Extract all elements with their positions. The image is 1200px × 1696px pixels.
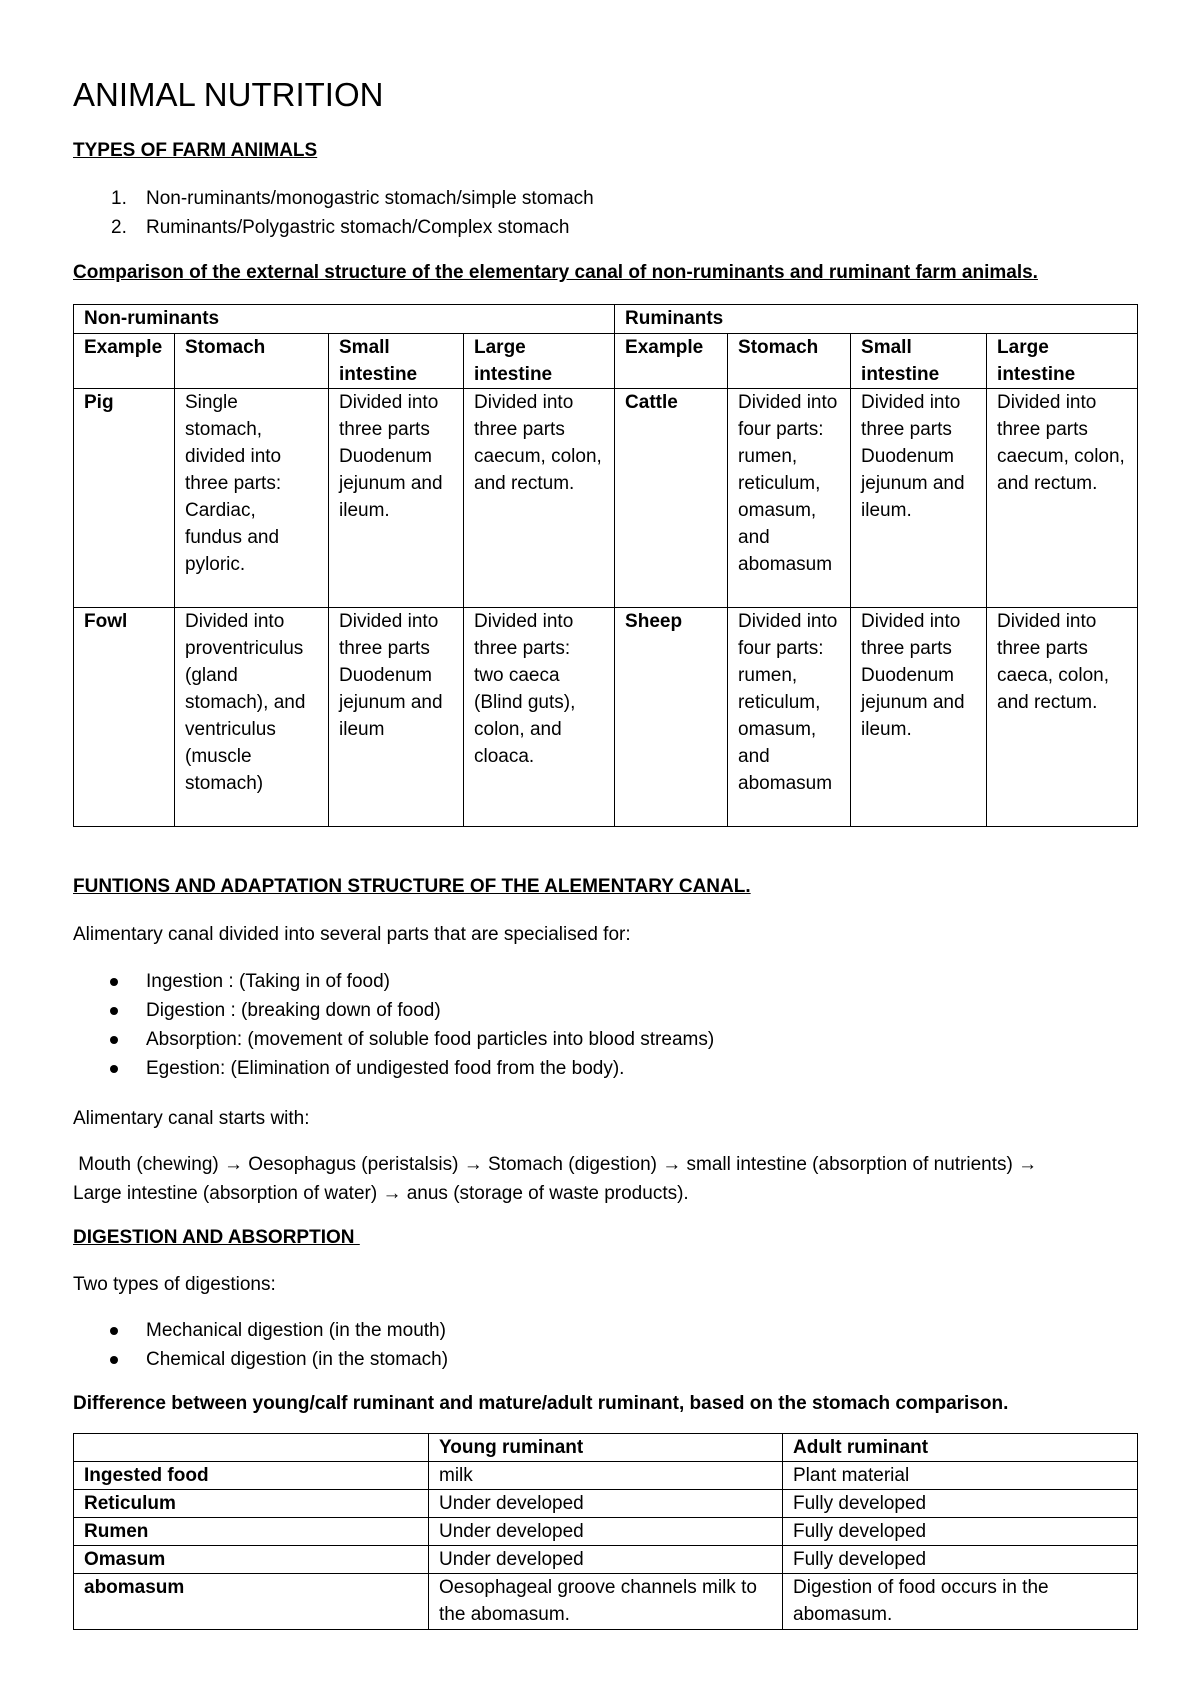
list-item: Digestion : (breaking down of food) [73, 996, 714, 1025]
table-cell: Fully developed [783, 1490, 1138, 1518]
functions-intro: Alimentary canal divided into several parts that are specialised for: [73, 924, 631, 945]
column-header: Small intestine [851, 334, 987, 389]
table-cell: Plant material [783, 1462, 1138, 1490]
column-header: Young ruminant [429, 1434, 783, 1462]
column-header: Large intestine [464, 334, 615, 389]
table-cell: Divided into three parts: two caeca (Blind guts), colon, and cloaca. [464, 608, 615, 827]
table-cell: Divided into three parts caeca, colon, and rectum. [987, 608, 1138, 827]
table-cell: Divided into three parts Duodenum jejunum and ileum. [851, 608, 987, 827]
types-heading: TYPES OF FARM ANIMALS [73, 140, 318, 161]
bullet-icon [110, 1007, 118, 1015]
table-cell: Divided into four parts: rumen, reticulum, omasum, and abomasum [728, 608, 851, 827]
functions-heading: FUNTIONS AND ADAPTATION STRUCTURE OF THE ALEMENTARY CANAL. [73, 876, 751, 897]
column-header: Example [615, 334, 728, 389]
canal-path-line-1: Mouth (chewing) → Oesophagus (peristalsis) → Stomach (digestion) → small intestine (absorption of nutrients) → [73, 1154, 1038, 1175]
table-row [74, 1490, 1138, 1518]
table-cell: Divided into three parts caecum, colon, and rectum. [987, 389, 1138, 608]
table-row [74, 1574, 1138, 1630]
table-cell: Divided into three parts Duodenum jejunum and ileum [329, 608, 464, 827]
comparison-heading: Comparison of the external structure of the elementary canal of non-ruminants and ruminant farm animals. [73, 262, 1038, 283]
table-row [74, 1546, 1138, 1574]
table-cell: Single stomach, divided into three parts: Cardiac, fundus and pyloric. [175, 389, 329, 608]
list-item: 2. Ruminants/Polygastric stomach/Complex stomach [111, 217, 570, 238]
column-header: Large intestine [987, 334, 1138, 389]
bullet-icon [110, 978, 118, 986]
canal-starts-text: Alimentary canal starts with: [73, 1108, 310, 1129]
column-header: Small intestine [329, 334, 464, 389]
table-cell: Cattle [615, 389, 728, 608]
list-item: Mechanical digestion (in the mouth) [73, 1316, 448, 1345]
page-title: ANIMAL NUTRITION [73, 76, 384, 113]
table-row [74, 608, 1138, 827]
column-header: Stomach [175, 334, 329, 389]
table-cell: Omasum [74, 1546, 429, 1574]
table-cell: Divided into three parts Duodenum jejunum and ileum. [329, 389, 464, 608]
digestion-list [73, 1316, 448, 1374]
table-cell: Fowl [74, 608, 175, 827]
list-item: 1. Non-ruminants/monogastric stomach/simple stomach [111, 188, 594, 209]
list-item: Egestion: (Elimination of undigested food from the body). [73, 1054, 714, 1083]
table-cell: Divided into four parts: rumen, reticulum, omasum, and abomasum [728, 389, 851, 608]
bullet-icon [110, 1065, 118, 1073]
table-cell: Under developed [429, 1546, 783, 1574]
table-row [74, 389, 1138, 608]
types-list [73, 184, 594, 242]
functions-list [73, 967, 714, 1083]
table-row [74, 1518, 1138, 1546]
table-cell: Divided into proventriculus (gland stomach), and ventriculus (muscle stomach) [175, 608, 329, 827]
table-cell: Under developed [429, 1518, 783, 1546]
group-header-ruminants: Ruminants [615, 305, 1138, 334]
table-cell: Divided into three parts caecum, colon, and rectum. [464, 389, 615, 608]
table-cell: Fully developed [783, 1518, 1138, 1546]
list-item: Absorption: (movement of soluble food particles into blood streams) [73, 1025, 714, 1054]
canal-path-line-2: Large intestine (absorption of water) → anus (storage of waste products). [73, 1183, 689, 1204]
difference-heading: Difference between young/calf ruminant and mature/adult ruminant, based on the stomach comparison. [73, 1393, 1009, 1414]
bullet-icon [110, 1327, 118, 1335]
column-header [74, 1434, 429, 1462]
table-cell: Pig [74, 389, 175, 608]
digestion-heading: DIGESTION AND ABSORPTION [73, 1227, 360, 1248]
column-header: Stomach [728, 334, 851, 389]
table-cell: Oesophageal groove channels milk to the abomasum. [429, 1574, 783, 1630]
table-row [74, 1462, 1138, 1490]
list-item: Ingestion : (Taking in of food) [73, 967, 714, 996]
table-cell: Sheep [615, 608, 728, 827]
table-cell: Fully developed [783, 1546, 1138, 1574]
table-cell: Rumen [74, 1518, 429, 1546]
group-header-non-ruminants: Non-ruminants [74, 305, 615, 334]
bullet-icon [110, 1356, 118, 1364]
table-cell: Ingested food [74, 1462, 429, 1490]
column-header: Adult ruminant [783, 1434, 1138, 1462]
comparison-table [73, 304, 1138, 827]
table-cell: milk [429, 1462, 783, 1490]
ruminant-comparison-table [73, 1433, 1138, 1630]
list-item: Chemical digestion (in the stomach) [73, 1345, 448, 1374]
bullet-icon [110, 1036, 118, 1044]
table-cell: abomasum [74, 1574, 429, 1630]
table-cell: Reticulum [74, 1490, 429, 1518]
column-header: Example [74, 334, 175, 389]
table-cell: Divided into three parts Duodenum jejunum and ileum. [851, 389, 987, 608]
digestion-intro: Two types of digestions: [73, 1274, 276, 1295]
table-cell: Under developed [429, 1490, 783, 1518]
table-cell: Digestion of food occurs in the abomasum. [783, 1574, 1138, 1630]
